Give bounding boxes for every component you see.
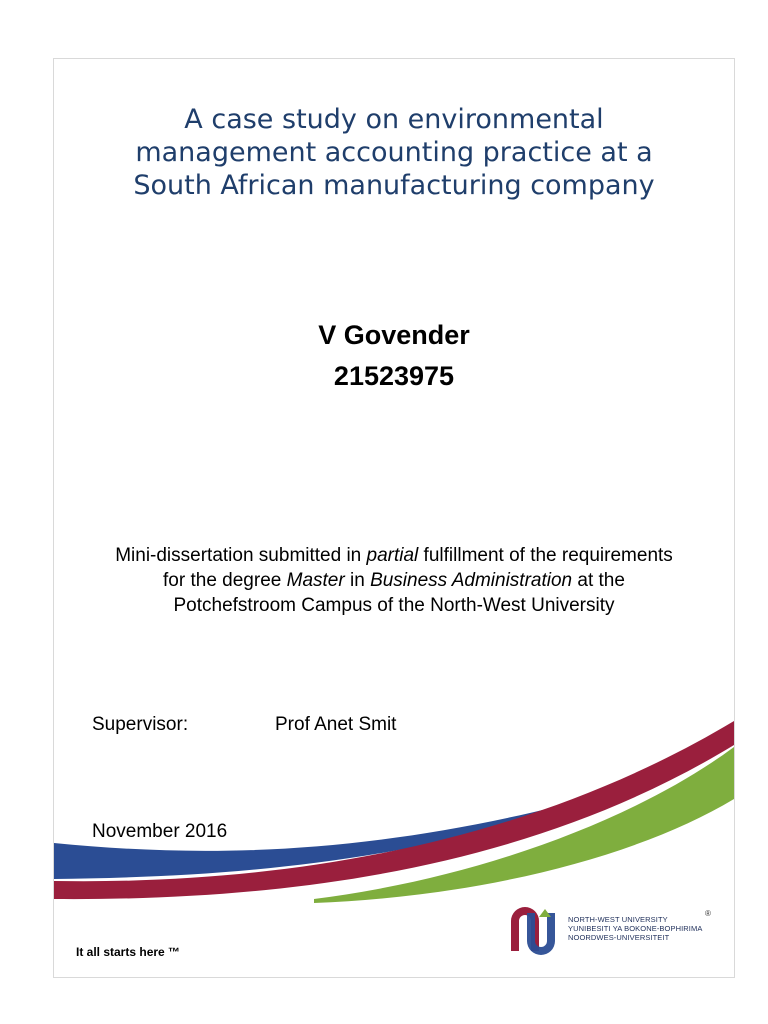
cover-page — [53, 58, 735, 978]
statement-business: Business Administration — [370, 570, 573, 591]
university-name-setswana: YUNIBESITI YA BOKONE-BOPHIRIMA — [568, 924, 703, 933]
tagline: It all starts here ™ — [76, 945, 181, 959]
title-line-3: South African manufacturing company — [133, 170, 655, 201]
statement-text-1: Mini-dissertation submitted in — [115, 545, 367, 566]
statement-text-3: in — [344, 570, 371, 591]
supervisor-name: Prof Anet Smit — [275, 714, 397, 735]
registered-mark: ® — [705, 909, 711, 918]
author-name: V Govender — [318, 320, 470, 350]
university-name-english: NORTH-WEST UNIVERSITY — [568, 915, 668, 924]
university-name-afrikaans: NOORDWES-UNIVERSITEIT — [568, 933, 670, 942]
student-number: 21523975 — [333, 361, 455, 391]
statement-master: Master — [286, 570, 345, 591]
supervisor-label: Supervisor: — [92, 714, 189, 735]
university-name-block — [568, 915, 702, 942]
statement-text-2: fulfillment of the requirements for the degree — [163, 545, 673, 591]
submission-date: November 2016 — [92, 821, 228, 842]
title-line-1: A case study on environmental — [184, 104, 604, 135]
statement-text-4: at the Potchefstroom Campus of the North-West University — [173, 570, 625, 616]
nwu-logo-icon — [505, 903, 565, 959]
decorative-swoosh — [54, 59, 734, 977]
title-line-2: management accounting practice at a — [135, 137, 653, 168]
statement-partial: partial — [366, 545, 419, 566]
